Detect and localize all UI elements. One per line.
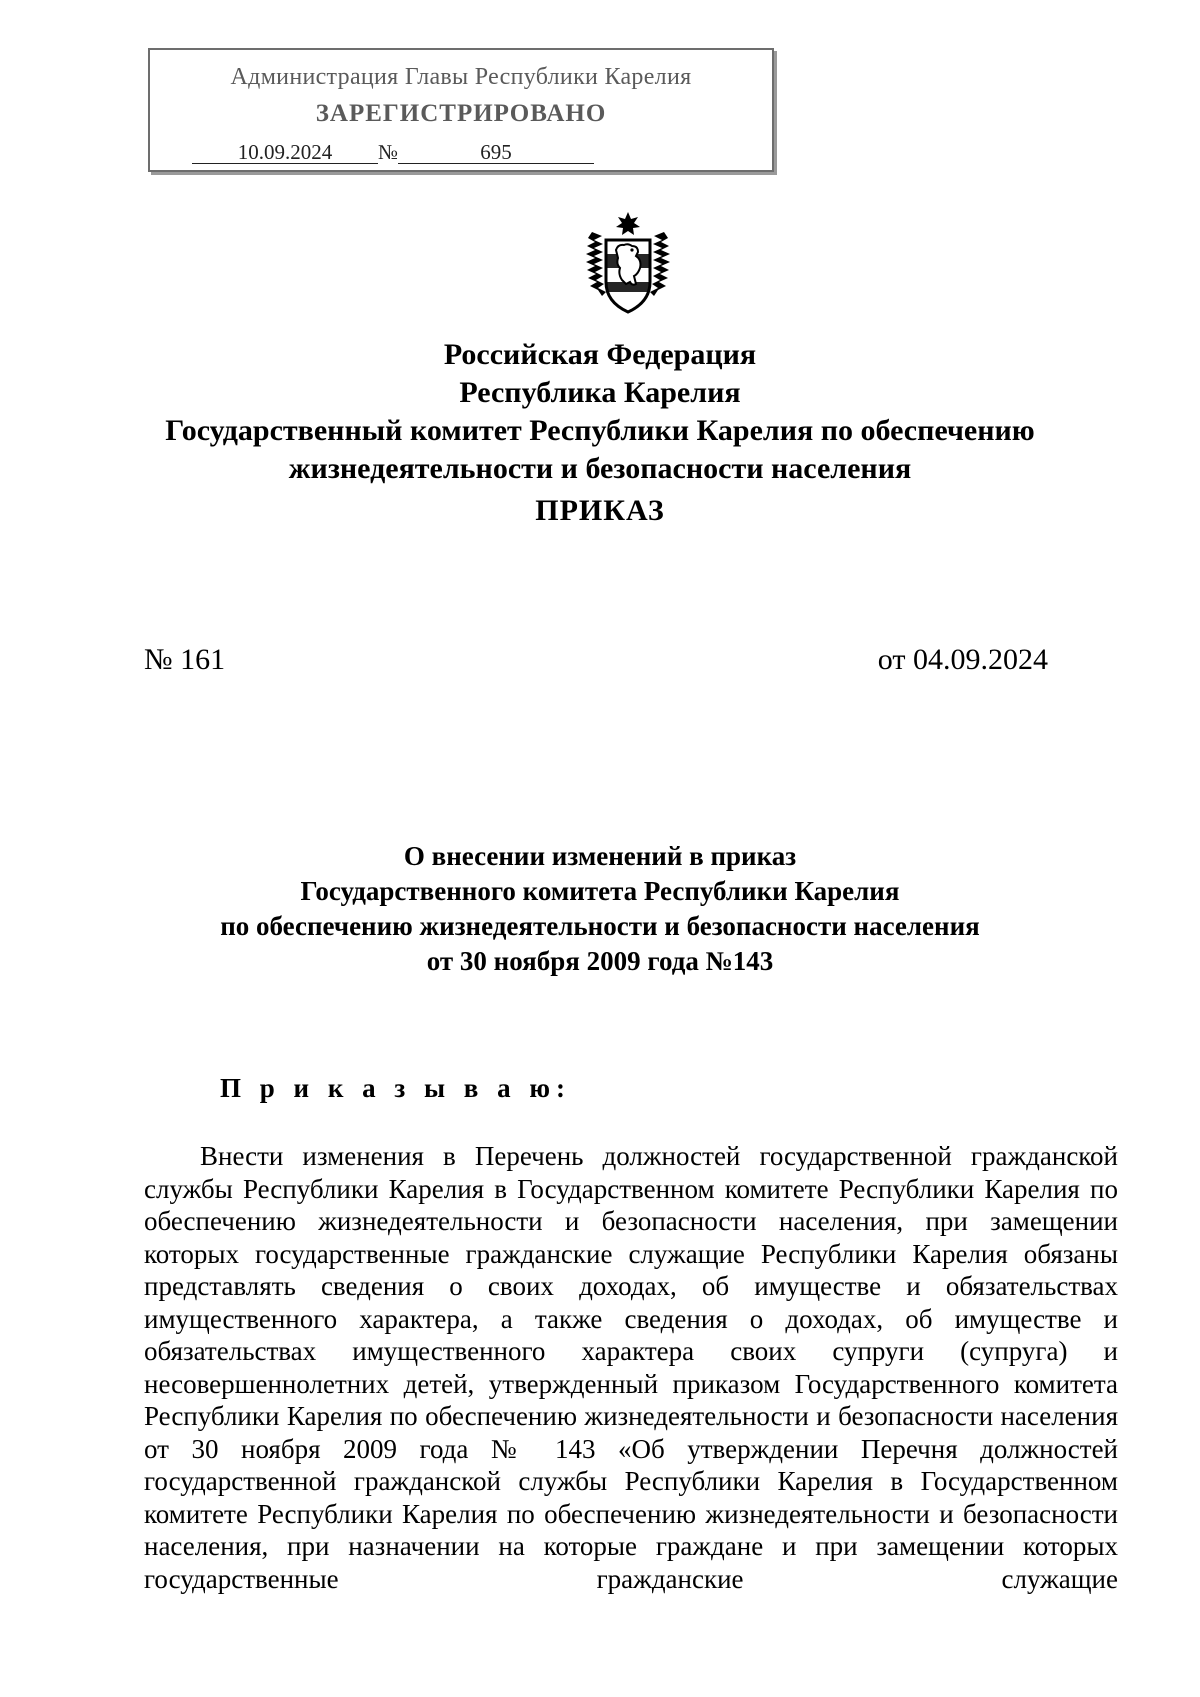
stamp-number-sign: № bbox=[378, 140, 399, 164]
header-committee-line2: жизнедеятельности и безопасности населения bbox=[288, 452, 912, 485]
header-country: Российская Федерация bbox=[443, 338, 757, 371]
subject-line1: О внесении изменений в приказ bbox=[403, 841, 797, 871]
registration-stamp bbox=[148, 48, 774, 172]
order-number: № 161 bbox=[144, 643, 226, 676]
stamp-number: 695 bbox=[398, 141, 594, 164]
stamp-date: 10.09.2024 bbox=[192, 141, 378, 164]
document-type: ПРИКАЗ bbox=[535, 494, 665, 527]
header-committee-line1: Государственный комитет Республики Карелия по обеспечению bbox=[165, 414, 1035, 447]
subject-line4: от 30 ноября 2009 года №143 bbox=[426, 946, 774, 976]
karelia-coat-of-arms-icon bbox=[582, 210, 674, 322]
subject-line2: Государственного комитета Республики Карелия bbox=[300, 876, 900, 906]
stamp-authority: Администрация Главы Республики Карелия bbox=[230, 64, 692, 90]
order-subject bbox=[80, 839, 1120, 979]
header-republic: Республика Карелия bbox=[459, 376, 741, 409]
directive-heading: П р и к а з ы в а ю: bbox=[220, 1073, 572, 1103]
stamp-registered: ЗАРЕГИСТРИРОВАНО bbox=[315, 100, 607, 127]
stamp-registration-line bbox=[192, 140, 594, 165]
order-date: от 04.09.2024 bbox=[877, 643, 1048, 676]
document-header bbox=[80, 336, 1120, 488]
body-paragraph: Внести изменения в Перечень должностей государственной гражданской службы Республики Карелия в Государственном комитете Республики Карелия по обеспечению жизнедеятельности и безопасности населения, при замещении которых государственные гражданские служащие Республики Карелия обязаны представлять сведения о своих доходах, об имуществе и обязательствах имущественного характера, а также сведения о доходах, об имуществе и обязательствах имущественного характера своих супруги (супруга) и несовершеннолетних детей, утвержденный приказом Государственного комитета Республики Карелия по обеспечению жизнедеятельности и безопасности населения от 30 ноября 2009 года № 143 «Об утверждении Перечня должностей государственной гражданской службы Республики Карелия в Государственном комитете Республики Карелия по обеспечению жизнедеятельности и безопасности населения, при назначении на которые граждане и при замещении которых государственные гражданские служащие bbox=[144, 1141, 1118, 1594]
subject-line3: по обеспечению жизнедеятельности и безопасности населения bbox=[220, 911, 980, 941]
